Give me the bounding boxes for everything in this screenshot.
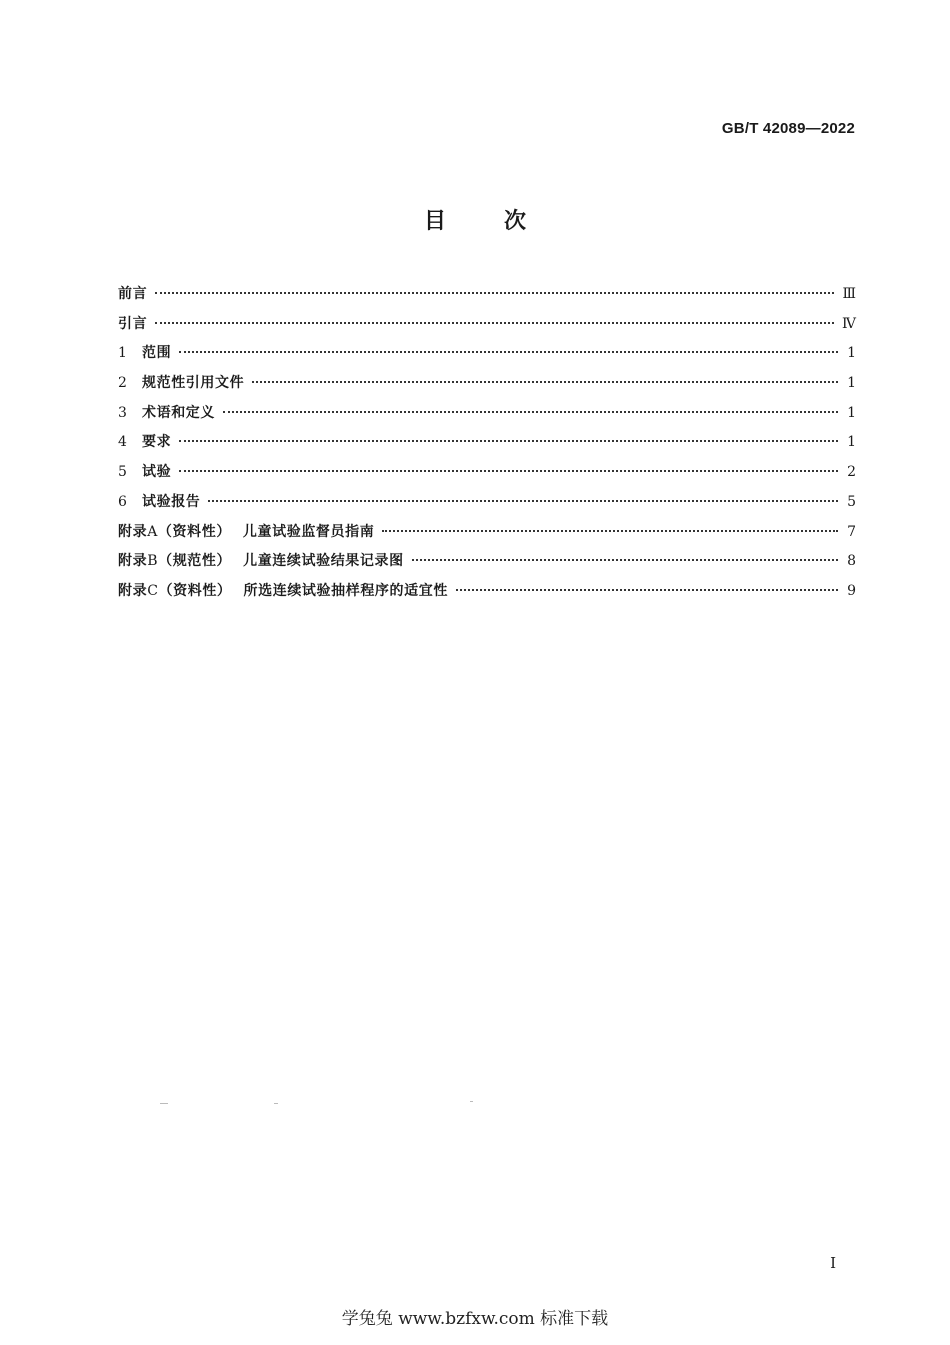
toc-entry-page: 1 <box>847 434 856 451</box>
scan-artifact <box>160 1103 168 1104</box>
toc-entry-test-report[interactable] <box>118 491 856 521</box>
toc-annex-letter: B <box>147 553 159 570</box>
toc-annex-letter: A <box>147 523 158 540</box>
toc-entry-number: 6 <box>118 493 128 510</box>
toc-dot-leader <box>208 500 838 502</box>
toc-annex-type: （资料性） <box>157 523 231 540</box>
toc-entry-page: 9 <box>847 582 856 599</box>
scan-artifact <box>470 1101 473 1102</box>
toc-dot-leader <box>155 292 834 294</box>
toc-entry-number: 1 <box>118 345 128 362</box>
toc-entry-label: 引言 <box>118 315 148 332</box>
toc-title-char-1: 目 <box>423 209 446 234</box>
toc-entry-page: 8 <box>847 553 856 570</box>
toc-dot-leader <box>155 322 834 324</box>
toc-annex-type: （规范性） <box>158 553 232 570</box>
toc-annex-type: （资料性） <box>158 582 232 599</box>
toc-entry-test[interactable] <box>118 461 856 491</box>
toc-entry-page: Ⅳ <box>842 315 856 332</box>
toc-entry-label: 所选连续试验抽样程序的适宜性 <box>243 582 448 599</box>
toc-dot-leader <box>252 381 838 383</box>
toc-entry-label: 规范性引用文件 <box>142 375 245 392</box>
toc-annex-prefix: 附录 <box>118 582 148 599</box>
toc-dot-leader <box>223 411 838 413</box>
toc-entry-requirements[interactable] <box>118 431 856 461</box>
toc-entry-annex-b[interactable] <box>118 550 856 580</box>
page-number: I <box>830 1254 836 1272</box>
toc-entry-label: 范围 <box>142 345 172 362</box>
toc-entry-page: 7 <box>847 523 856 540</box>
toc-entry-label: 儿童连续试验结果记录图 <box>243 553 404 570</box>
toc-dot-leader <box>382 530 838 532</box>
toc-entry-scope[interactable] <box>118 342 856 372</box>
toc-entry-page: Ⅲ <box>842 286 856 302</box>
toc-dot-leader <box>179 440 838 442</box>
watermark-text: 学兔兔 www.bzfxw.com 标准下载 <box>341 1309 609 1329</box>
toc-entry-label: 术语和定义 <box>142 404 215 421</box>
toc-entry-number: 4 <box>118 434 128 451</box>
toc-entry-number: 5 <box>118 464 128 481</box>
toc-dot-leader <box>179 470 838 472</box>
toc-entry-annex-a[interactable] <box>118 521 856 551</box>
toc-entry-introduction[interactable] <box>118 313 856 343</box>
toc-entry-annex-c[interactable] <box>118 580 856 610</box>
toc-entry-normative-references[interactable] <box>118 372 856 402</box>
toc-entry-page: 1 <box>847 345 856 362</box>
toc-dot-leader <box>412 559 838 561</box>
toc-entry-label: 儿童试验监督员指南 <box>242 523 375 540</box>
toc-dot-leader <box>179 351 838 353</box>
toc-title-char-2: 次 <box>504 209 527 234</box>
toc-entry-label: 试验报告 <box>142 493 201 510</box>
toc-list <box>118 283 856 610</box>
toc-entry-foreword[interactable] <box>118 283 856 313</box>
toc-dot-leader <box>456 589 838 591</box>
toc-title <box>0 204 950 235</box>
scan-artifact <box>274 1103 278 1104</box>
toc-entry-number: 3 <box>118 404 128 421</box>
toc-annex-letter: C <box>147 582 159 599</box>
toc-entry-number: 2 <box>118 375 128 392</box>
toc-entry-page: 1 <box>847 375 856 392</box>
toc-annex-prefix: 附录 <box>118 553 148 570</box>
document-code: GB/T 42089—2022 <box>721 120 855 137</box>
toc-entry-page: 5 <box>847 493 856 510</box>
toc-entry-page: 2 <box>847 464 856 481</box>
toc-entry-label: 要求 <box>142 434 172 451</box>
toc-annex-prefix: 附录 <box>118 523 148 540</box>
toc-entry-terms-definitions[interactable] <box>118 402 856 432</box>
toc-entry-label: 试验 <box>142 464 172 481</box>
toc-entry-label: 前言 <box>118 286 148 302</box>
toc-entry-page: 1 <box>847 404 856 421</box>
